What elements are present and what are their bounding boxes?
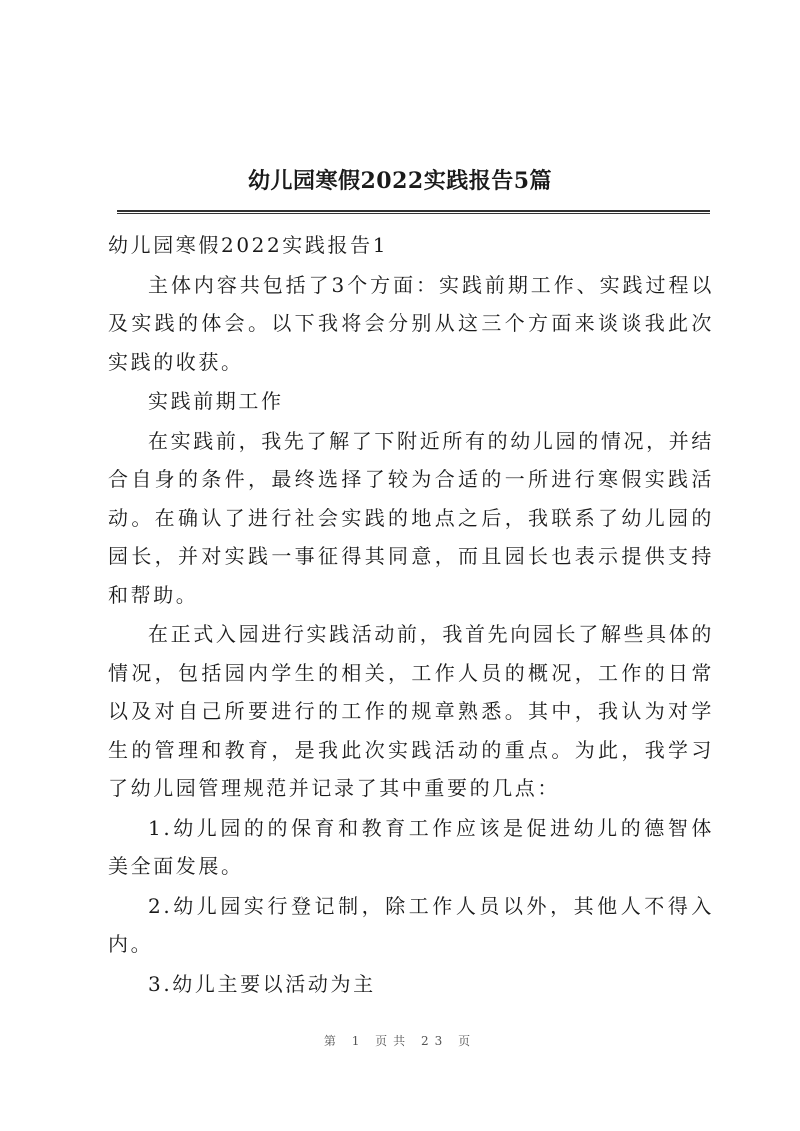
list-item-3: 3.幼儿主要以活动为主 (148, 971, 376, 996)
page-footer: 第 1 页共 23 页 (323, 1034, 477, 1048)
list-item-2: 2.幼儿园实行登记制，除工作人员以外，其他人不得入内。 (108, 893, 714, 956)
document-title: 幼儿园寒假2022实践报告5篇 (247, 168, 553, 194)
paragraph-selection: 在实践前，我先了解了下附近所有的幼儿园的情况，并结合自身的条件，最终选择了较为合适的一所进行寒假实践活动。在确认了进行社会实践的地点之后，我联系了幼儿园的园长，并对实践一事征得其同意，而且园长也表示提供支持和帮助。 (108, 428, 714, 607)
document-body (108, 226, 714, 1004)
title-divider (117, 210, 710, 214)
subheading-pre-practice: 实践前期工作 (148, 389, 284, 413)
paragraph-intro: 主体内容共包括了3个方面：实践前期工作、实践过程以及实践的体会。以下我将会分别从这三个方面来谈谈我此次实践的收获。 (108, 272, 714, 374)
list-item-1: 1.幼儿园的的保育和教育工作应该是促进幼儿的德智体美全面发展。 (108, 815, 714, 878)
section-heading: 幼儿园寒假2022实践报告1 (108, 233, 389, 257)
paragraph-preparation: 在正式入园进行实践活动前，我首先向园长了解些具体的情况，包括园内学生的相关，工作人员的概况，工作的日常以及对自己所要进行的工作的规章熟悉。其中，我认为对学生的管理和教育，是我此次实践活动的重点。为此，我学习了幼儿园管理规范并记录了其中重要的几点： (108, 622, 714, 800)
